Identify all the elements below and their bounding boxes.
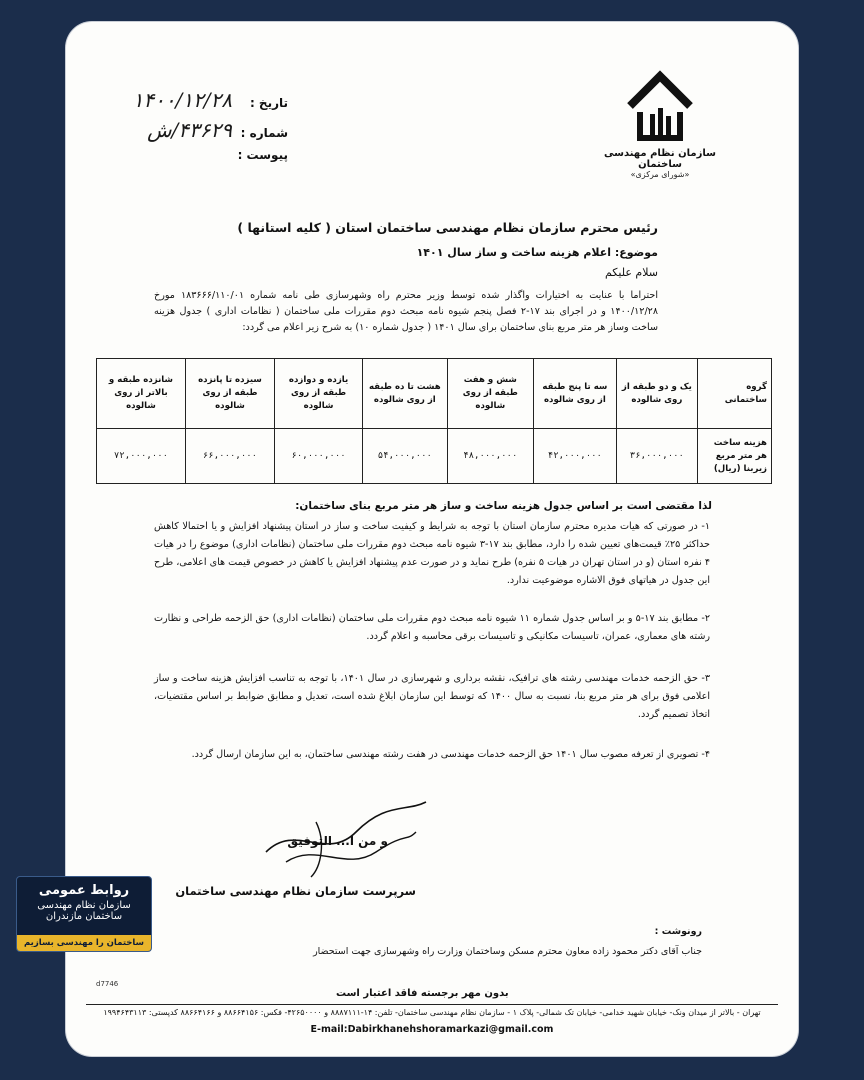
org-name: سازمان نظام مهندسی ساختمان [604, 148, 716, 170]
cost-cell: ۴۸,۰۰۰,۰۰۰ [447, 429, 533, 484]
list-item: ۴- تصویری از تعرفه مصوب سال ۱۴۰۱ حق الزحمه خدمات مهندسی در هفت رشته مهندسی ساختمان، به این سازمان ارسال گردد. [191, 749, 710, 760]
badge-org-line: ساختمان مازندران [45, 911, 123, 922]
letter-page [66, 22, 798, 1056]
cost-cell: ۴۲,۰۰۰,۰۰۰ [534, 429, 617, 484]
cc-item: جناب آقای دکتر محمود زاده معاون محترم مسکن وساختمان وزارت راه وشهرسازی جهت استحضار [313, 946, 702, 957]
badge-title: روابط عمومی [38, 883, 130, 898]
construction-cost-table [96, 358, 772, 484]
footer-email: E-mail:Dabirkhanehshoramarkazi@gmail.com [310, 1024, 554, 1035]
subject-line: موضوع: اعلام هزینه ساخت و ساز سال ۱۴۰۱ [416, 246, 658, 259]
list-item: ۳- حق الزحمه خدمات مهندسی رشته های ترافیک، نقشه برداری و شهرسازی در سال ۱۴۰۱، با توجه به تناسب افزایش هزینه ساخت و ساز اعلامی فوق برای هر متر مربع بنا، نسبت به سال ۱۴۰۰ که توسط این سازمان ابلاغ شده است، تعدیل و مطابق ضوابط بر اساس مقتضیات، اتخاذ تصمیم گردد. [154, 673, 710, 720]
org-logo [602, 66, 718, 179]
column-header: یازده و دوازده طبقه از روی شالوده [275, 359, 363, 429]
signer-title: سرپرست سازمان نظام مهندسی ساختمان [175, 884, 416, 898]
number-label: شماره : [240, 126, 288, 140]
pr-watermark-badge [16, 876, 152, 952]
list-item: ۱- در صورتی که هیات مدیره محترم سازمان استان با توجه به شرایط و کیفیت ساخت و ساز در استان پیشنهاد افزایش و یا احتمالا کاهش حداکثر ۲۵٪ قیمت‌های تعیین شده را دارد، مطابق بند ۱۷-۳ شیوه نامه مبحث دوم مقررات ملی ساختمان (نظامات اداری) موضوع را در هیات ۴ نفره استان (و در استان تهران در هیات ۵ نفره) طرح نماید و در صورت عدم پیشنهاد افزایش یا کاهش در خصوص قیمت های اعلامی، طرح این جدول در هیاتهای فوق الاشاره موضوعیت ندارد. [154, 521, 710, 586]
cost-cell: ۳۶,۰۰۰,۰۰۰ [616, 429, 697, 484]
cost-cell: ۷۲,۰۰۰,۰۰۰ [97, 429, 186, 484]
attachment-label: پیوست : [237, 148, 288, 162]
group-header-cell: گروه ساختمانی [698, 359, 772, 429]
column-header: شانزده طبقه و بالاتر از روی شالوده [97, 359, 186, 429]
column-header: یک و دو طبقه از روی شالوده [616, 359, 697, 429]
badge-org-line: سازمان نظام مهندسی [37, 900, 131, 911]
badge-slogan: ساختمان را مهندسی بسازیم [17, 935, 151, 951]
table-row [97, 429, 772, 484]
closing-phrase: و من ا... التوفیق [287, 834, 388, 848]
date-row [98, 88, 288, 118]
lead-sentence: لذا مقتضی است بر اساس جدول هزینه ساخت و ساز هر متر مربع بنای ساختمان: [295, 500, 712, 512]
attachment-row [98, 148, 288, 178]
number-value: ۴۳۶۲۹/ش [147, 118, 232, 142]
table-header-row [97, 359, 772, 429]
document-id: d7746 [96, 980, 119, 988]
intro-paragraph: احتراما با عنایت به اختیارات واگذار شده توسط وزیر محترم راه وشهرسازی طی نامه شماره ۱۸۳۶۶۶/۱۱۰/۰۱ مورخ ۱۴۰۰/۱۲/۲۸ و در اجرای بند ۱۷-۲ فصل پنجم شیوه نامه مبحث دوم مقررات ملی ساختمان ( نظامات اداری ) جدول هزینه ساخت وساز هر متر مربع بنای ساختمان برای سال ۱۴۰۱ ( جدول شماره ۱۰) به شرح زیر اعلام می گردد: [154, 290, 658, 333]
footer-divider [86, 1004, 778, 1005]
column-header: سیزده تا پانزده طبقه از روی شالوده [185, 359, 274, 429]
greeting: سلام علیکم [604, 266, 658, 279]
list-item: ۲- مطابق بند ۱۷-۵ و بر اساس جدول شماره ۱۱ شیوه نامه مبحث دوم مقررات ملی ساختمان (نظامات اداری) حق الزحمه طراحی و نظارت رشته های معماری، عمران، تاسیسات مکانیکی و تاسیسات برقی محاسبه و اعلام گردد. [154, 613, 710, 642]
number-row [98, 118, 288, 148]
cost-cell: ۶۶,۰۰۰,۰۰۰ [185, 429, 274, 484]
column-header: شش و هفت طبقه از روی شالوده [447, 359, 533, 429]
date-label: تاریخ : [249, 96, 288, 110]
org-subtitle: «شورای مرکزی» [630, 170, 690, 179]
footer-address: تهران - بالاتر از میدان ونک- خیابان شهید خدامی- خیابان تک شمالی- پلاک ۱ - سازمان نظام مهندسی ساختمان- تلفن: ۱۴-۸۸۸۷۱۱۱ و ۴۲۶۵۰۰۰۰- فکس: ۸۸۶۶۴۱۵۶ و ۸۸۶۶۴۱۶۶ کدپستی: ۱۹۹۴۶۴۳۱۱۳ [103, 1008, 761, 1017]
building-logo-icon [622, 66, 698, 146]
column-header: سه تا پنج طبقه از روی شالوده [534, 359, 617, 429]
row-label-cell: هزینه ساخت هر متر مربع زیربنا (ریال) [698, 429, 772, 484]
column-header: هشت تا ده طبقه از روی شالوده [363, 359, 448, 429]
letter-meta [98, 88, 288, 178]
recipient-line: رئیس محترم سازمان نظام مهندسی ساختمان استان ( کلیه استانها ) [237, 220, 658, 235]
cost-cell: ۵۴,۰۰۰,۰۰۰ [363, 429, 448, 484]
cc-label: رونوشت : [654, 926, 702, 937]
stamp-validity-note: بدون مهر برجسته فاقد اعتبار است [336, 988, 509, 999]
cost-cell: ۶۰,۰۰۰,۰۰۰ [275, 429, 363, 484]
date-value: ۱۴۰۰/۱۲/۲۸ [132, 88, 232, 112]
